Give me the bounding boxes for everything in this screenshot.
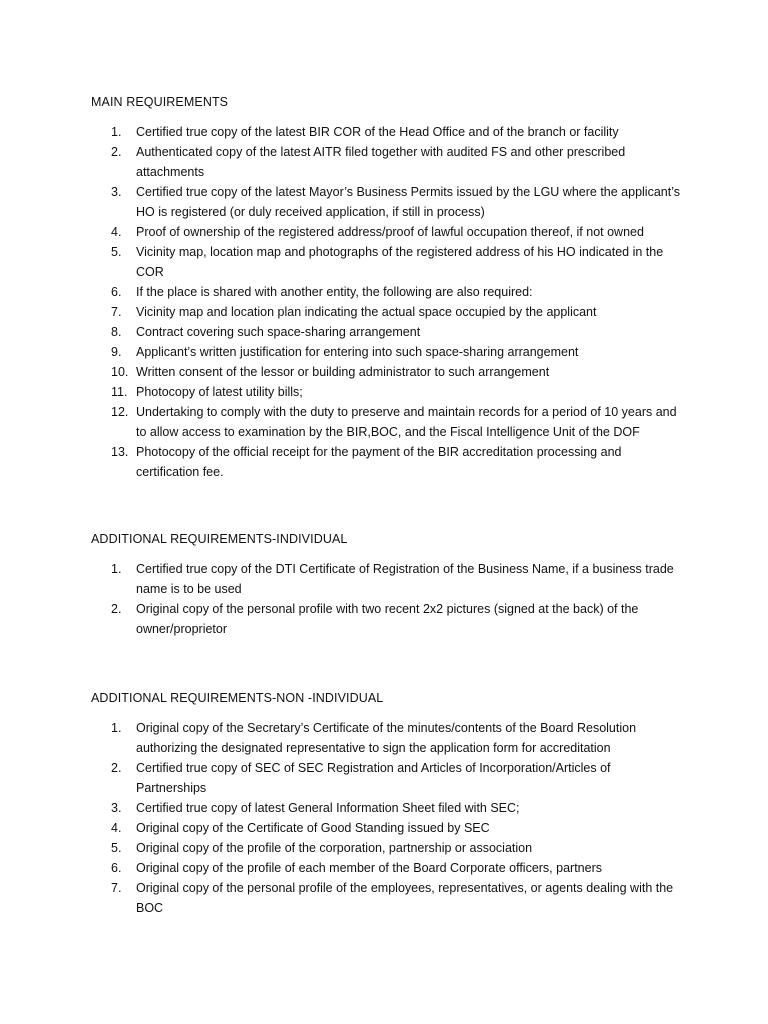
- list-item: [91, 242, 691, 282]
- list-item: [91, 302, 691, 322]
- list-item: [91, 322, 691, 342]
- list-item: [91, 599, 691, 639]
- item-text: Original copy of the Certificate of Good Standing issued by SEC: [136, 821, 490, 835]
- item-number: 10.: [111, 365, 129, 379]
- list-item: [91, 342, 691, 362]
- item-number: 6.: [111, 861, 122, 875]
- item-number: 4.: [111, 821, 122, 835]
- item-number: 3.: [111, 801, 122, 815]
- item-number: 12.: [111, 405, 129, 419]
- item-text: Contract covering such space-sharing arrangement: [136, 325, 421, 339]
- section-main-requirements: [91, 94, 691, 482]
- list-item: [91, 798, 691, 818]
- item-number: 2.: [111, 761, 122, 775]
- item-text: Photocopy of latest utility bills;: [136, 385, 303, 399]
- item-number: 4.: [111, 225, 122, 239]
- section-additional-individual: [91, 531, 691, 639]
- list-item: [91, 122, 691, 142]
- list-item: [91, 362, 691, 382]
- item-number: 5.: [111, 245, 122, 259]
- item-number: 6.: [111, 285, 122, 299]
- section-heading: ADDITIONAL REQUIREMENTS-INDIVIDUAL: [91, 532, 348, 546]
- item-number: 1.: [111, 125, 122, 139]
- list-item: [91, 382, 691, 402]
- list-item: [91, 838, 691, 858]
- item-number: 8.: [111, 325, 122, 339]
- list-item: [91, 758, 691, 798]
- item-number: 13.: [111, 445, 129, 459]
- item-text: Original copy of the personal profile with two recent 2x2 pictures (signed at the back) of the owner/proprietor: [136, 602, 639, 636]
- item-text: Written consent of the lessor or building administrator to such arrangement: [136, 365, 550, 379]
- item-text: Original copy of the profile of the corporation, partnership or association: [136, 841, 533, 855]
- list-item: [91, 858, 691, 878]
- item-text: Vicinity map and location plan indicating the actual space occupied by the applicant: [136, 305, 597, 319]
- item-text: Vicinity map, location map and photographs of the registered address of his HO indicated in the COR: [136, 245, 664, 279]
- item-text: Certified true copy of SEC of SEC Registration and Articles of Incorporation/Articles of Partnerships: [136, 761, 611, 795]
- item-number: 2.: [111, 602, 122, 616]
- requirements-list: [91, 718, 691, 918]
- list-item: [91, 718, 691, 758]
- list-item: [91, 559, 691, 599]
- item-text: If the place is shared with another entity, the following are also required:: [136, 285, 533, 299]
- item-text: Certified true copy of the latest Mayor’s Business Permits issued by the LGU where the applicant’s HO is registered (or duly received application, if still in process): [136, 185, 681, 219]
- item-text: Certified true copy of the latest BIR COR of the Head Office and of the branch or facility: [136, 125, 619, 139]
- item-number: 2.: [111, 145, 122, 159]
- item-text: Undertaking to comply with the duty to preserve and maintain records for a period of 10 years and to allow access to examination by the BIR,BOC, and the Fiscal Intelligence Unit of the DOF: [136, 405, 677, 439]
- list-item: [91, 818, 691, 838]
- item-number: 7.: [111, 305, 122, 319]
- list-item: [91, 282, 691, 302]
- section-additional-non-individual: [91, 690, 691, 918]
- item-number: 3.: [111, 185, 122, 199]
- item-text: Original copy of the Secretary’s Certificate of the minutes/contents of the Board Resolution authorizing the designated representative to sign the application form for accreditation: [136, 721, 637, 755]
- item-number: 1.: [111, 721, 122, 735]
- item-number: 9.: [111, 345, 122, 359]
- section-heading: ADDITIONAL REQUIREMENTS-NON -INDIVIDUAL: [91, 691, 384, 705]
- item-number: 1.: [111, 562, 122, 576]
- item-number: 7.: [111, 881, 122, 895]
- list-item: [91, 878, 691, 918]
- item-text: Applicant’s written justification for entering into such space-sharing arrangement: [136, 345, 579, 359]
- list-item: [91, 182, 691, 222]
- item-number: 5.: [111, 841, 122, 855]
- item-text: Certified true copy of latest General Information Sheet filed with SEC;: [136, 801, 520, 815]
- requirements-list: [91, 122, 691, 482]
- list-item: [91, 142, 691, 182]
- section-heading: MAIN REQUIREMENTS: [91, 95, 229, 109]
- list-item: [91, 402, 691, 442]
- item-text: Authenticated copy of the latest AITR filed together with audited FS and other prescribed attachments: [136, 145, 626, 179]
- requirements-list: [91, 559, 691, 639]
- list-item: [91, 442, 691, 482]
- item-text: Certified true copy of the DTI Certificate of Registration of the Business Name, if a business trade name is to be used: [136, 562, 674, 596]
- list-item: [91, 222, 691, 242]
- item-text: Photocopy of the official receipt for the payment of the BIR accreditation processing and certification fee.: [136, 445, 622, 479]
- item-number: 11.: [111, 385, 128, 399]
- item-text: Original copy of the personal profile of the employees, representatives, or agents dealing with the BOC: [136, 881, 674, 915]
- item-text: Original copy of the profile of each member of the Board Corporate officers, partners: [136, 861, 602, 875]
- item-text: Proof of ownership of the registered address/proof of lawful occupation thereof, if not owned: [136, 225, 644, 239]
